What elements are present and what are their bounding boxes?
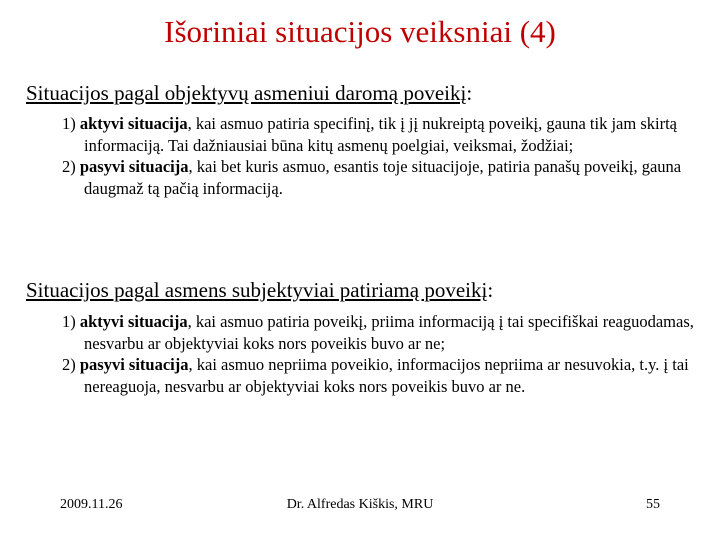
slide-title-suffix: (4)	[511, 14, 556, 49]
item-text: , kai asmuo patiria poveikį, priima informaciją į tai specifiškai reaguodamas, nesvarbu ar objektyviai koks nors poveikis buvo ar ne;	[84, 312, 694, 353]
item-text: , kai asmuo nepriima poveikio, informacijos nepriima ar nesuvokia, t.y. į tai nereaguoja, nesvarbu ar objektyviai koks nors poveikis buvo ar ne.	[84, 355, 689, 396]
item-term: aktyvi situacija	[79, 312, 188, 331]
item-number: 2)	[62, 157, 80, 176]
footer-date: 2009.11.26	[60, 497, 123, 512]
item-number: 2)	[62, 355, 80, 374]
item-term: aktyvi situacija	[79, 114, 188, 133]
item-number: 1)	[62, 312, 80, 331]
section-heading-text: Situacijos pagal objektyvų asmeniui daromą poveikį	[26, 81, 467, 105]
section-heading-text: Situacijos pagal asmens subjektyviai patiriamą poveikį	[26, 278, 488, 302]
footer-page-number: 55	[646, 497, 660, 512]
item-text: , kai bet kuris asmuo, esantis toje situacijoje, patiria panašų poveikį, gauna daugmaž tą pačią informaciją.	[84, 157, 682, 198]
item-term: pasyvi situacija	[79, 355, 189, 374]
list-item	[62, 311, 702, 354]
section-heading-subjective	[26, 277, 493, 303]
list-item	[62, 113, 702, 156]
list-subjective	[62, 311, 702, 397]
section-heading-objective	[26, 80, 472, 106]
section-heading-colon: :	[466, 81, 473, 105]
slide-title-main: Išoriniai situacijos veiksniai	[164, 14, 512, 49]
item-text: , kai asmuo patiria specifinį, tik į jį nukreiptą poveikį, gauna tik jam skirtą informaciją. Tai dažniausiai būna kitų asmenų poelgiai, veiksmai, žodžiai;	[84, 114, 677, 155]
list-objective	[62, 113, 702, 199]
slide-title	[0, 14, 720, 50]
item-term: pasyvi situacija	[79, 157, 189, 176]
footer-author: Dr. Alfredas Kiškis, MRU	[286, 497, 434, 512]
list-item	[62, 156, 702, 199]
list-item	[62, 354, 702, 397]
item-number: 1)	[62, 114, 80, 133]
section-heading-colon: :	[487, 278, 494, 302]
